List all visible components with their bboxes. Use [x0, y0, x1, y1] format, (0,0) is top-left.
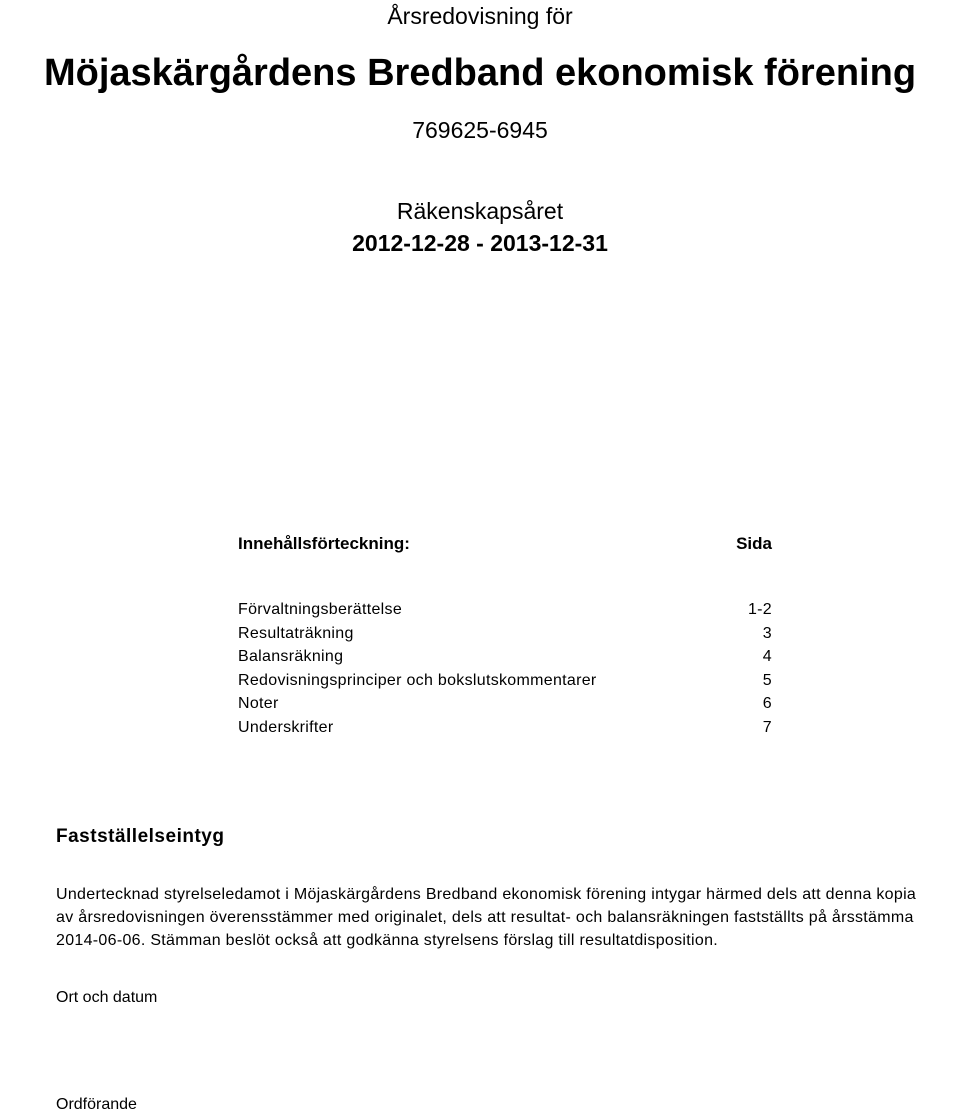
- toc-item: [238, 671, 772, 695]
- toc-item-page: 7: [762, 718, 772, 736]
- toc-item-page: 1-2: [747, 601, 772, 618]
- toc-item: [238, 718, 772, 742]
- table-of-contents: [238, 600, 772, 742]
- toc-item-page: 5: [762, 671, 772, 689]
- toc-item: [238, 647, 772, 671]
- toc-item: [238, 694, 772, 718]
- toc-item-page: 4: [762, 648, 772, 666]
- chair-label: Ordförande: [56, 1096, 137, 1113]
- fiscal-period: 2012-12-28 - 2013-12-31: [352, 230, 608, 256]
- company-name: Möjaskärgårdens Bredband ekonomisk förening: [43, 52, 917, 94]
- place-date-label: Ort och datum: [56, 989, 158, 1006]
- toc-heading: Innehållsförteckning:: [238, 534, 410, 553]
- toc-item-label: Resultaträkning: [238, 624, 354, 642]
- toc-item-label: Redovisningsprinciper och bokslutskommentarer: [238, 671, 597, 689]
- toc-item: [238, 624, 772, 648]
- certificate-heading: Fastställelseintyg: [56, 826, 225, 847]
- toc-item-label: Underskrifter: [238, 718, 334, 736]
- fiscal-year-label: Räkenskapsåret: [396, 198, 564, 224]
- toc-page-heading: Sida: [736, 534, 772, 553]
- toc-item-label: Balansräkning: [238, 648, 344, 666]
- toc-item-label: Noter: [238, 695, 279, 713]
- report-intro: Årsredovisning för: [387, 3, 573, 29]
- toc-item-label: Förvaltningsberättelse: [238, 601, 403, 618]
- toc-item: [238, 600, 772, 624]
- certificate-text: Undertecknad styrelseledamot i Möjaskärgårdens Bredband ekonomisk förening intygar härmed dels att denna kopia av årsredovisningen överensstämmer med originalet, dels att resultat- och balansräkningen fastställts på årsstämma 2014-06-06. Stämman beslöt också att godkänna styrelsens förslag till resultatdisposition.: [56, 886, 917, 949]
- toc-item-page: 6: [762, 695, 772, 713]
- org-number: 769625-6945: [412, 117, 548, 143]
- toc-item-page: 3: [762, 624, 772, 642]
